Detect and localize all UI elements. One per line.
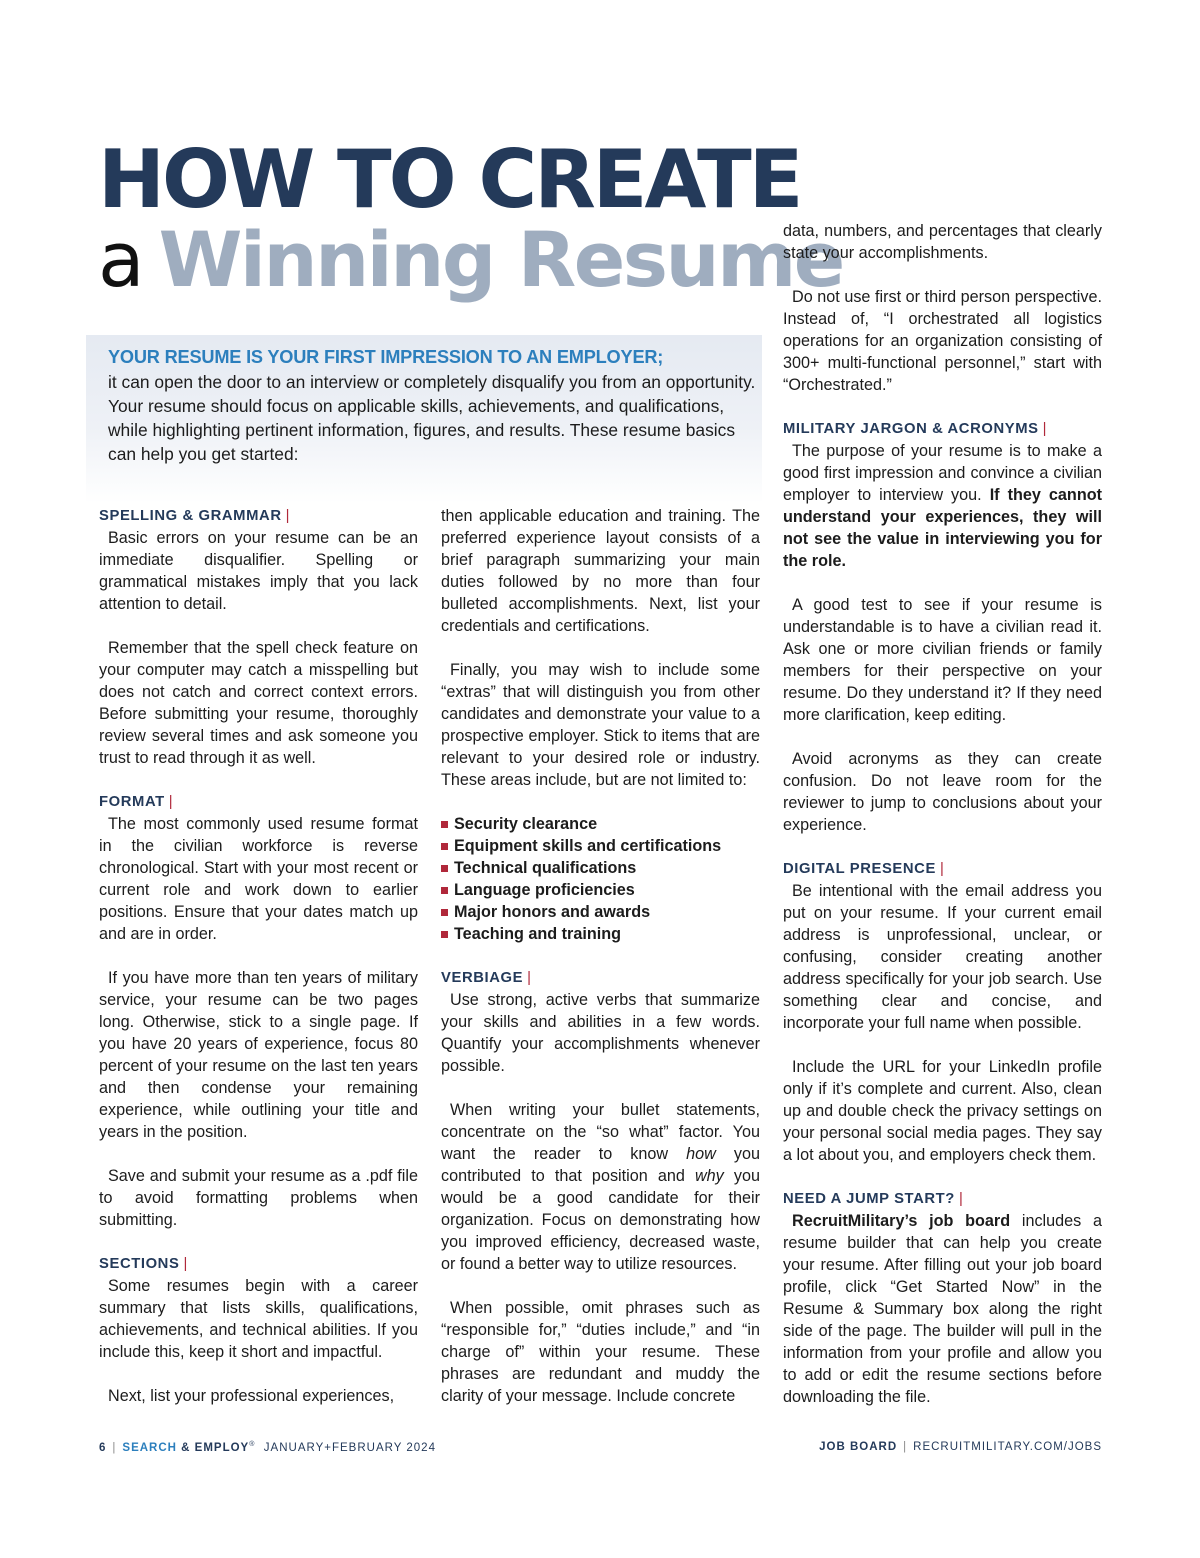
issue-date: JANUARY+FEBRUARY 2024 (263, 1441, 436, 1454)
square-bullet-icon (441, 821, 448, 828)
section-heading-format: FORMAT | (99, 794, 174, 810)
jargon-paragraph-1: The purpose of your resume is to make a good first impression and convince a civilian employer to interview you. If they cannot understand your experiences, they will not see the value in interviewing you for the role. (783, 442, 1102, 570)
square-bullet-icon (441, 887, 448, 894)
sections-paragraph-3: then applicable education and training. The preferred experience layout consists of a brief paragraph summarizing your main duties followed by no more than four bulleted accomplishments. Next, list your credentials and certifications. (441, 507, 760, 635)
list-item: Language proficiencies (441, 879, 760, 901)
intro-paragraph (108, 345, 758, 466)
digital-paragraph-2: Include the URL for your LinkedIn profile only if it’s complete and current. Also, clean up and double check the privacy settings on your personal social media pages. They say a lot about you, and employers check them. (783, 1058, 1102, 1164)
column-1 (99, 505, 418, 1407)
title-line-2 (98, 215, 843, 304)
list-item: Equipment skills and certifications (441, 835, 760, 857)
square-bullet-icon (441, 865, 448, 872)
format-paragraph-3: Save and submit your resume as a .pdf file to avoid formatting problems when submitting. (99, 1167, 418, 1229)
column-3 (783, 220, 1102, 1408)
footer-url[interactable]: RECRUITMILITARY.COM/JOBS (913, 1441, 1102, 1453)
brand-employ: & EMPLOY (181, 1441, 250, 1454)
sections-paragraph-2: Next, list your professional experiences, (108, 1387, 395, 1405)
format-paragraph-1: The most commonly used resume format in the civilian workforce is reverse chronological. Start with your most recent or current role and work down to earlier positions. Ensure that your dates match up and are in order. (99, 815, 418, 943)
title-prefix: a (98, 215, 145, 304)
section-heading-digital: DIGITAL PRESENCE | (783, 861, 945, 877)
sections-paragraph-4: Finally, you may wish to include some “extras” that will distinguish you from other candidates and demonstrate your value to a prospective employer. Stick to items that are relevant to your desired role or industry. These areas include, but are not limited to: (441, 661, 760, 789)
verbiage-paragraph-4: data, numbers, and percentages that clearly state your accomplishments. (783, 222, 1102, 262)
format-paragraph-2: If you have more than ten years of military service, your resume can be two pages long. Otherwise, stick to a single page. If you have 20 years of experience, focus 80 percent of your resume on the last ten years and then condense your remaining experience, while outlining your title and years in the position. (99, 969, 418, 1141)
intro-body: it can open the door to an interview or completely disqualify you from an opportunity. Your resume should focus on applicable skills, achievements, and qualifications, while highlighting pertinent information, figures, and results. These resume basics can help you get started: (108, 372, 756, 464)
list-item: Technical qualifications (441, 857, 760, 879)
title-highlight: Winning Resume (158, 215, 843, 304)
intro-heading: YOUR RESUME IS YOUR FIRST IMPRESSION TO AN EMPLOYER; (108, 347, 664, 367)
section-heading-spelling: SPELLING & GRAMMAR | (99, 508, 291, 524)
square-bullet-icon (441, 931, 448, 938)
digital-paragraph-1: Be intentional with the email address you put on your resume. If your current email address is unprofessional, unclear, or confusing, consider creating another address specifically for your job search. Use something clear and concise, and incorporate your full name when possible. (783, 882, 1102, 1032)
footer-section-label: JOB BOARD (819, 1441, 898, 1453)
jargon-paragraph-3: Avoid acronyms as they can create confusion. Do not leave room for the reviewer to jump to conclusions about your experience. (783, 750, 1102, 834)
section-heading-jargon: MILITARY JARGON & ACRONYMS | (783, 421, 1048, 437)
section-heading-verbiage: VERBIAGE | (441, 970, 532, 986)
spelling-paragraph-1: Basic errors on your resume can be an immediate disqualifier. Spelling or grammatical mistakes imply that you lack attention to detail. (99, 529, 418, 613)
footer-right: JOB BOARD | RECRUITMILITARY.COM/JOBS (819, 1441, 1102, 1453)
verbiage-paragraph-5: Do not use first or third person perspective. Instead of, “I orchestrated all logistics operations for an organization consisting of 300+ multi-functional personnel,” start with “Orchestrated.” (783, 288, 1102, 394)
verbiage-paragraph-2: When writing your bullet statements, concentrate on the “so what” factor. You want the reader to know how you contributed to that position and why you would be a good candidate for their organization. Focus on demonstrating how you improved efficiency, decreased waste, or found a better way to utilize resources. (441, 1101, 760, 1273)
list-item: Major honors and awards (441, 901, 760, 923)
square-bullet-icon (441, 843, 448, 850)
title-line-1: HOW TO CREATE (98, 133, 801, 226)
square-bullet-icon (441, 909, 448, 916)
page-number: 6 (99, 1441, 107, 1454)
section-heading-jumpstart: NEED A JUMP START? | (783, 1191, 964, 1207)
sections-paragraph-1: Some resumes begin with a career summary that lists skills, qualifications, achievements, and technical abilities. If you include this, keep it short and impactful. (99, 1277, 418, 1361)
verbiage-paragraph-1: Use strong, active verbs that summarize your skills and abilities in a few words. Quantify your accomplishments whenever possible. (441, 991, 760, 1075)
verbiage-paragraph-3: When possible, omit phrases such as “responsible for,” “duties include,” and “in charge of” within your resume. These phrases are redundant and muddy the clarity of your message. Include concrete (441, 1299, 760, 1405)
extras-list (441, 813, 760, 945)
jargon-paragraph-2: A good test to see if your resume is understandable is to have a civilian read it. Ask one or more civilian friends or family members for their perspective on your resume. Do they understand it? If they need more clarification, keep editing. (783, 596, 1102, 724)
spelling-paragraph-2: Remember that the spell check feature on your computer may catch a misspelling but does not catch and correct context errors. Before submitting your resume, thoroughly review several times and ask someone you trust to read through it as well. (99, 639, 418, 767)
list-item: Teaching and training (441, 923, 760, 945)
footer-left: 6 | SEARCH & EMPLOY® JANUARY+FEBRUARY 2024 (99, 1441, 436, 1454)
section-heading-sections: SECTIONS | (99, 1256, 188, 1272)
jumpstart-paragraph: RecruitMilitary’s job board includes a resume builder that can help you create your resume. After filling out your job board profile, click “Get Started Now” in the Resume & Summary box along the right side of the page. The builder will pull in the information from your profile and allow you to add or edit the resume sections before downloading the file. (783, 1212, 1102, 1406)
brand-search: SEARCH (122, 1441, 177, 1454)
column-2 (441, 505, 760, 1407)
list-item: Security clearance (441, 813, 760, 835)
